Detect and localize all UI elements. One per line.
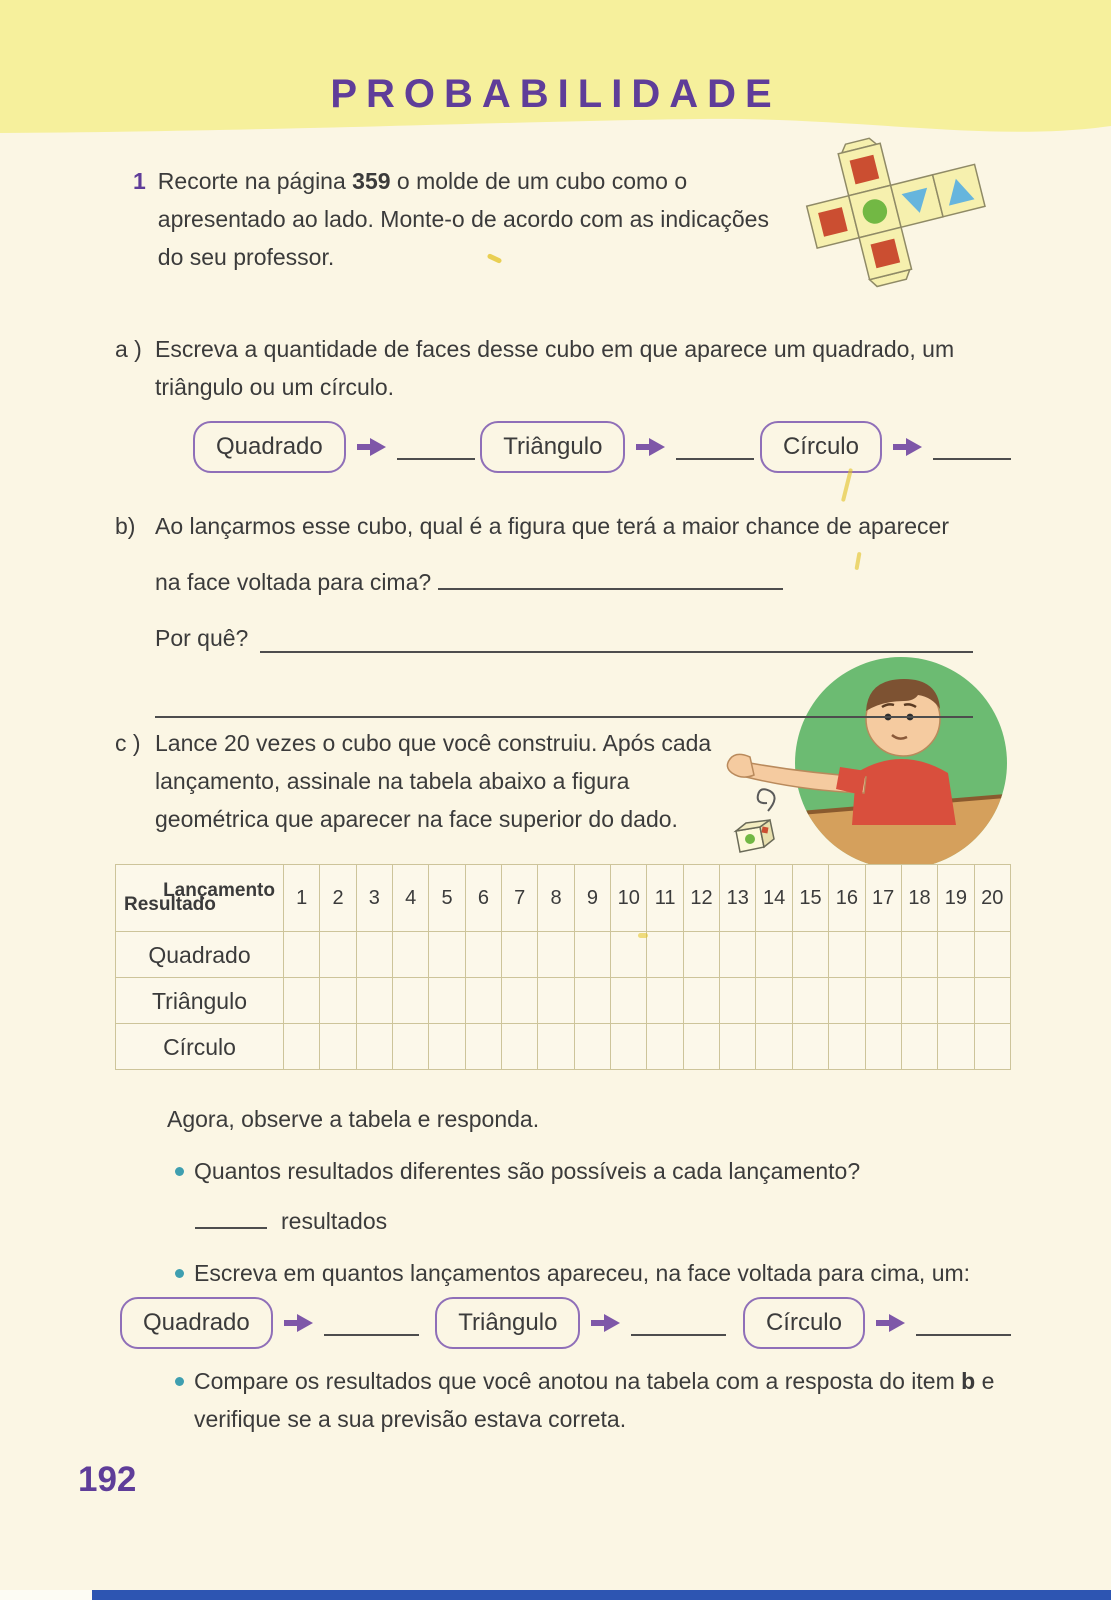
- table-cell[interactable]: [647, 932, 683, 977]
- table-cell[interactable]: [466, 1024, 502, 1069]
- table-cell[interactable]: [975, 932, 1010, 977]
- corner-label-resultado: Resultado: [124, 894, 216, 915]
- bullet-3-text: Compare os resultados que você anotou na tabela com a resposta do item b e verifique se a sua previsão estava correta.: [194, 1368, 995, 1432]
- page-title: PROBABILIDADE: [330, 72, 781, 116]
- bullet-1: [175, 1152, 1011, 1190]
- question-1-text: Recorte na página 359 o molde de um cubo como o apresentado ao lado. Monte-o de acordo com as indicações do seu professor.: [157, 168, 769, 270]
- table-cell[interactable]: [720, 932, 756, 977]
- table-cell[interactable]: [611, 932, 647, 977]
- answer-blank[interactable]: [397, 434, 475, 460]
- shape-label-box: Círculo: [760, 421, 882, 473]
- arrow-right-icon: [874, 1312, 907, 1334]
- arrow-right-icon: [589, 1312, 622, 1334]
- table-corner-cell: [116, 865, 284, 931]
- shape-answer: [743, 1297, 1011, 1349]
- shape-label-box: Triângulo: [480, 421, 625, 473]
- answer-blank[interactable]: [195, 1203, 267, 1229]
- table-cell[interactable]: [611, 1024, 647, 1069]
- column-header: 4: [393, 865, 429, 931]
- column-header: 12: [684, 865, 720, 931]
- table-cell[interactable]: [320, 1024, 356, 1069]
- table-cell[interactable]: [575, 1024, 611, 1069]
- table-cell[interactable]: [429, 932, 465, 977]
- question-1: [133, 162, 1011, 276]
- table-cell[interactable]: [866, 978, 902, 1023]
- question-number: 1: [133, 168, 146, 194]
- shape-label-box: Círculo: [743, 1297, 865, 1349]
- table-cell[interactable]: [829, 1024, 865, 1069]
- table-cell[interactable]: [393, 932, 429, 977]
- table-cell[interactable]: [538, 932, 574, 977]
- arrow-right-icon: [355, 436, 388, 458]
- table-cell[interactable]: [938, 932, 974, 977]
- column-header: 17: [866, 865, 902, 931]
- shape-label-box: Triângulo: [435, 1297, 580, 1349]
- answer-line[interactable]: [155, 666, 973, 718]
- table-row-circulo: [116, 1023, 1010, 1069]
- column-header: 18: [902, 865, 938, 931]
- item-b-label: b): [115, 513, 136, 539]
- page-edge: [0, 1590, 92, 1600]
- bullet-1-answer: [195, 1202, 1011, 1240]
- answer-blank[interactable]: [916, 1310, 1011, 1336]
- table-cell[interactable]: [429, 978, 465, 1023]
- shape-answer: [435, 1297, 726, 1349]
- column-header: 6: [466, 865, 502, 931]
- shape-answer: [120, 1297, 419, 1349]
- bullet-2: [175, 1254, 1011, 1292]
- answer-line[interactable]: [260, 610, 973, 653]
- table-cell[interactable]: [756, 1024, 792, 1069]
- table-cell[interactable]: [975, 1024, 1010, 1069]
- table-cell[interactable]: [320, 932, 356, 977]
- shape-label-box: Quadrado: [193, 421, 346, 473]
- arrow-right-icon: [891, 436, 924, 458]
- answer-blank[interactable]: [676, 434, 754, 460]
- arrow-right-icon: [634, 436, 667, 458]
- bullet-icon: [175, 1377, 184, 1386]
- table-cell[interactable]: [902, 932, 938, 977]
- table-cell[interactable]: [284, 1024, 320, 1069]
- column-header: 19: [938, 865, 974, 931]
- answer-blank[interactable]: [631, 1310, 726, 1336]
- table-row-triangulo: [116, 977, 1010, 1023]
- column-header: 20: [981, 887, 1004, 909]
- table-cell[interactable]: [393, 978, 429, 1023]
- table-cell[interactable]: [429, 1024, 465, 1069]
- table-cell[interactable]: [502, 1024, 538, 1069]
- table-cell[interactable]: [829, 932, 865, 977]
- why-row: [155, 610, 973, 666]
- column-header: 8: [538, 865, 574, 931]
- table-cell[interactable]: [393, 1024, 429, 1069]
- column-header: 11: [647, 865, 683, 931]
- table-cell[interactable]: [866, 932, 902, 977]
- shape-answer: [480, 421, 754, 473]
- answer-row-2: [120, 1298, 1011, 1348]
- column-header: 1: [284, 865, 320, 931]
- table-cell[interactable]: [720, 978, 756, 1023]
- arrow-right-icon: [282, 1312, 315, 1334]
- column-header: 7: [502, 865, 538, 931]
- table-row-quadrado: [116, 931, 1010, 977]
- item-a: [115, 330, 1011, 406]
- bullet-3: [175, 1362, 1011, 1438]
- table-cell[interactable]: [793, 1024, 829, 1069]
- table-cell[interactable]: [502, 932, 538, 977]
- bullet-icon: [175, 1167, 184, 1176]
- column-header: 15: [793, 865, 829, 931]
- table-cell[interactable]: [756, 932, 792, 977]
- item-b: [115, 498, 1011, 718]
- table-cell[interactable]: [502, 978, 538, 1023]
- table-cell[interactable]: [720, 1024, 756, 1069]
- item-a-text: Escreva a quantidade de faces desse cubo em que aparece um quadrado, um triângulo ou um círculo.: [155, 336, 955, 400]
- page-number: 192: [78, 1460, 137, 1499]
- table-cell[interactable]: [793, 932, 829, 977]
- column-header: 2: [320, 865, 356, 931]
- item-a-label: a ): [115, 336, 142, 362]
- table-cell[interactable]: [466, 978, 502, 1023]
- table-cell[interactable]: [284, 932, 320, 977]
- column-header: 14: [756, 865, 792, 931]
- column-header: 13: [720, 865, 756, 931]
- table-cell[interactable]: [357, 978, 393, 1023]
- table-cell[interactable]: [320, 978, 356, 1023]
- item-b-text: Ao lançarmos esse cubo, qual é a figura que terá a maior chance de aparecer na face voltada para cima?: [155, 513, 949, 595]
- table-cell[interactable]: [575, 932, 611, 977]
- bullet-1-text: Quantos resultados diferentes são possíveis a cada lançamento?: [194, 1158, 861, 1184]
- column-header: 9: [575, 865, 611, 931]
- table-cell[interactable]: [611, 978, 647, 1023]
- shape-label-box: Quadrado: [120, 1297, 273, 1349]
- table-cell[interactable]: [284, 978, 320, 1023]
- table-cell[interactable]: [538, 1024, 574, 1069]
- column-header: 5: [429, 865, 465, 931]
- shape-answer: [760, 421, 1011, 473]
- bullet-icon: [175, 1269, 184, 1278]
- column-header: 3: [357, 865, 393, 931]
- corner-label-lancamento: Lançamento: [163, 880, 275, 901]
- table-cell[interactable]: [538, 978, 574, 1023]
- next-page-edge: [92, 1590, 1111, 1600]
- table-cell[interactable]: [684, 978, 720, 1023]
- column-header: 10: [611, 865, 647, 931]
- table-cell[interactable]: [866, 1024, 902, 1069]
- table-cell[interactable]: [793, 978, 829, 1023]
- table-intro: Agora, observe a tabela e responda.: [167, 1106, 540, 1132]
- results-table: [115, 864, 1011, 1070]
- answer-row-a: [193, 422, 1011, 472]
- row-label: Quadrado: [116, 932, 284, 977]
- answer-blank[interactable]: [933, 434, 1011, 460]
- table-cell[interactable]: [902, 978, 938, 1023]
- table-cell[interactable]: [684, 932, 720, 977]
- table-cell[interactable]: [357, 932, 393, 977]
- table-cell[interactable]: [902, 1024, 938, 1069]
- answer-line[interactable]: [438, 582, 783, 590]
- scan-artifact: [638, 933, 648, 938]
- table-cell[interactable]: [575, 978, 611, 1023]
- row-label: Círculo: [116, 1024, 284, 1069]
- table-cell[interactable]: [357, 1024, 393, 1069]
- item-c-label: c ): [115, 730, 141, 756]
- table-cell[interactable]: [647, 1024, 683, 1069]
- why-label: Por quê?: [155, 625, 249, 651]
- table-cell[interactable]: [938, 978, 974, 1023]
- table-cell[interactable]: [975, 978, 1010, 1023]
- table-cell[interactable]: [756, 978, 792, 1023]
- table-cell[interactable]: [466, 932, 502, 977]
- shape-answer: [193, 421, 475, 473]
- table-cell[interactable]: [938, 1024, 974, 1069]
- answer-blank[interactable]: [324, 1310, 419, 1336]
- table-cell[interactable]: [829, 978, 865, 1023]
- table-cell[interactable]: [647, 978, 683, 1023]
- bullet-2-text: Escreva em quantos lançamentos apareceu, na face voltada para cima, um:: [194, 1260, 971, 1286]
- item-c: [115, 724, 1011, 838]
- row-label: Triângulo: [116, 978, 284, 1023]
- column-header: 16: [829, 865, 865, 931]
- item-c-text: Lance 20 vezes o cubo que você construiu. Após cada lançamento, assinale na tabela abaixo a figura geométrica que aparecer na face superior do dado.: [155, 730, 712, 832]
- table-cell[interactable]: [684, 1024, 720, 1069]
- table-header-row: [116, 865, 1010, 931]
- answer-suffix: resultados: [281, 1208, 388, 1234]
